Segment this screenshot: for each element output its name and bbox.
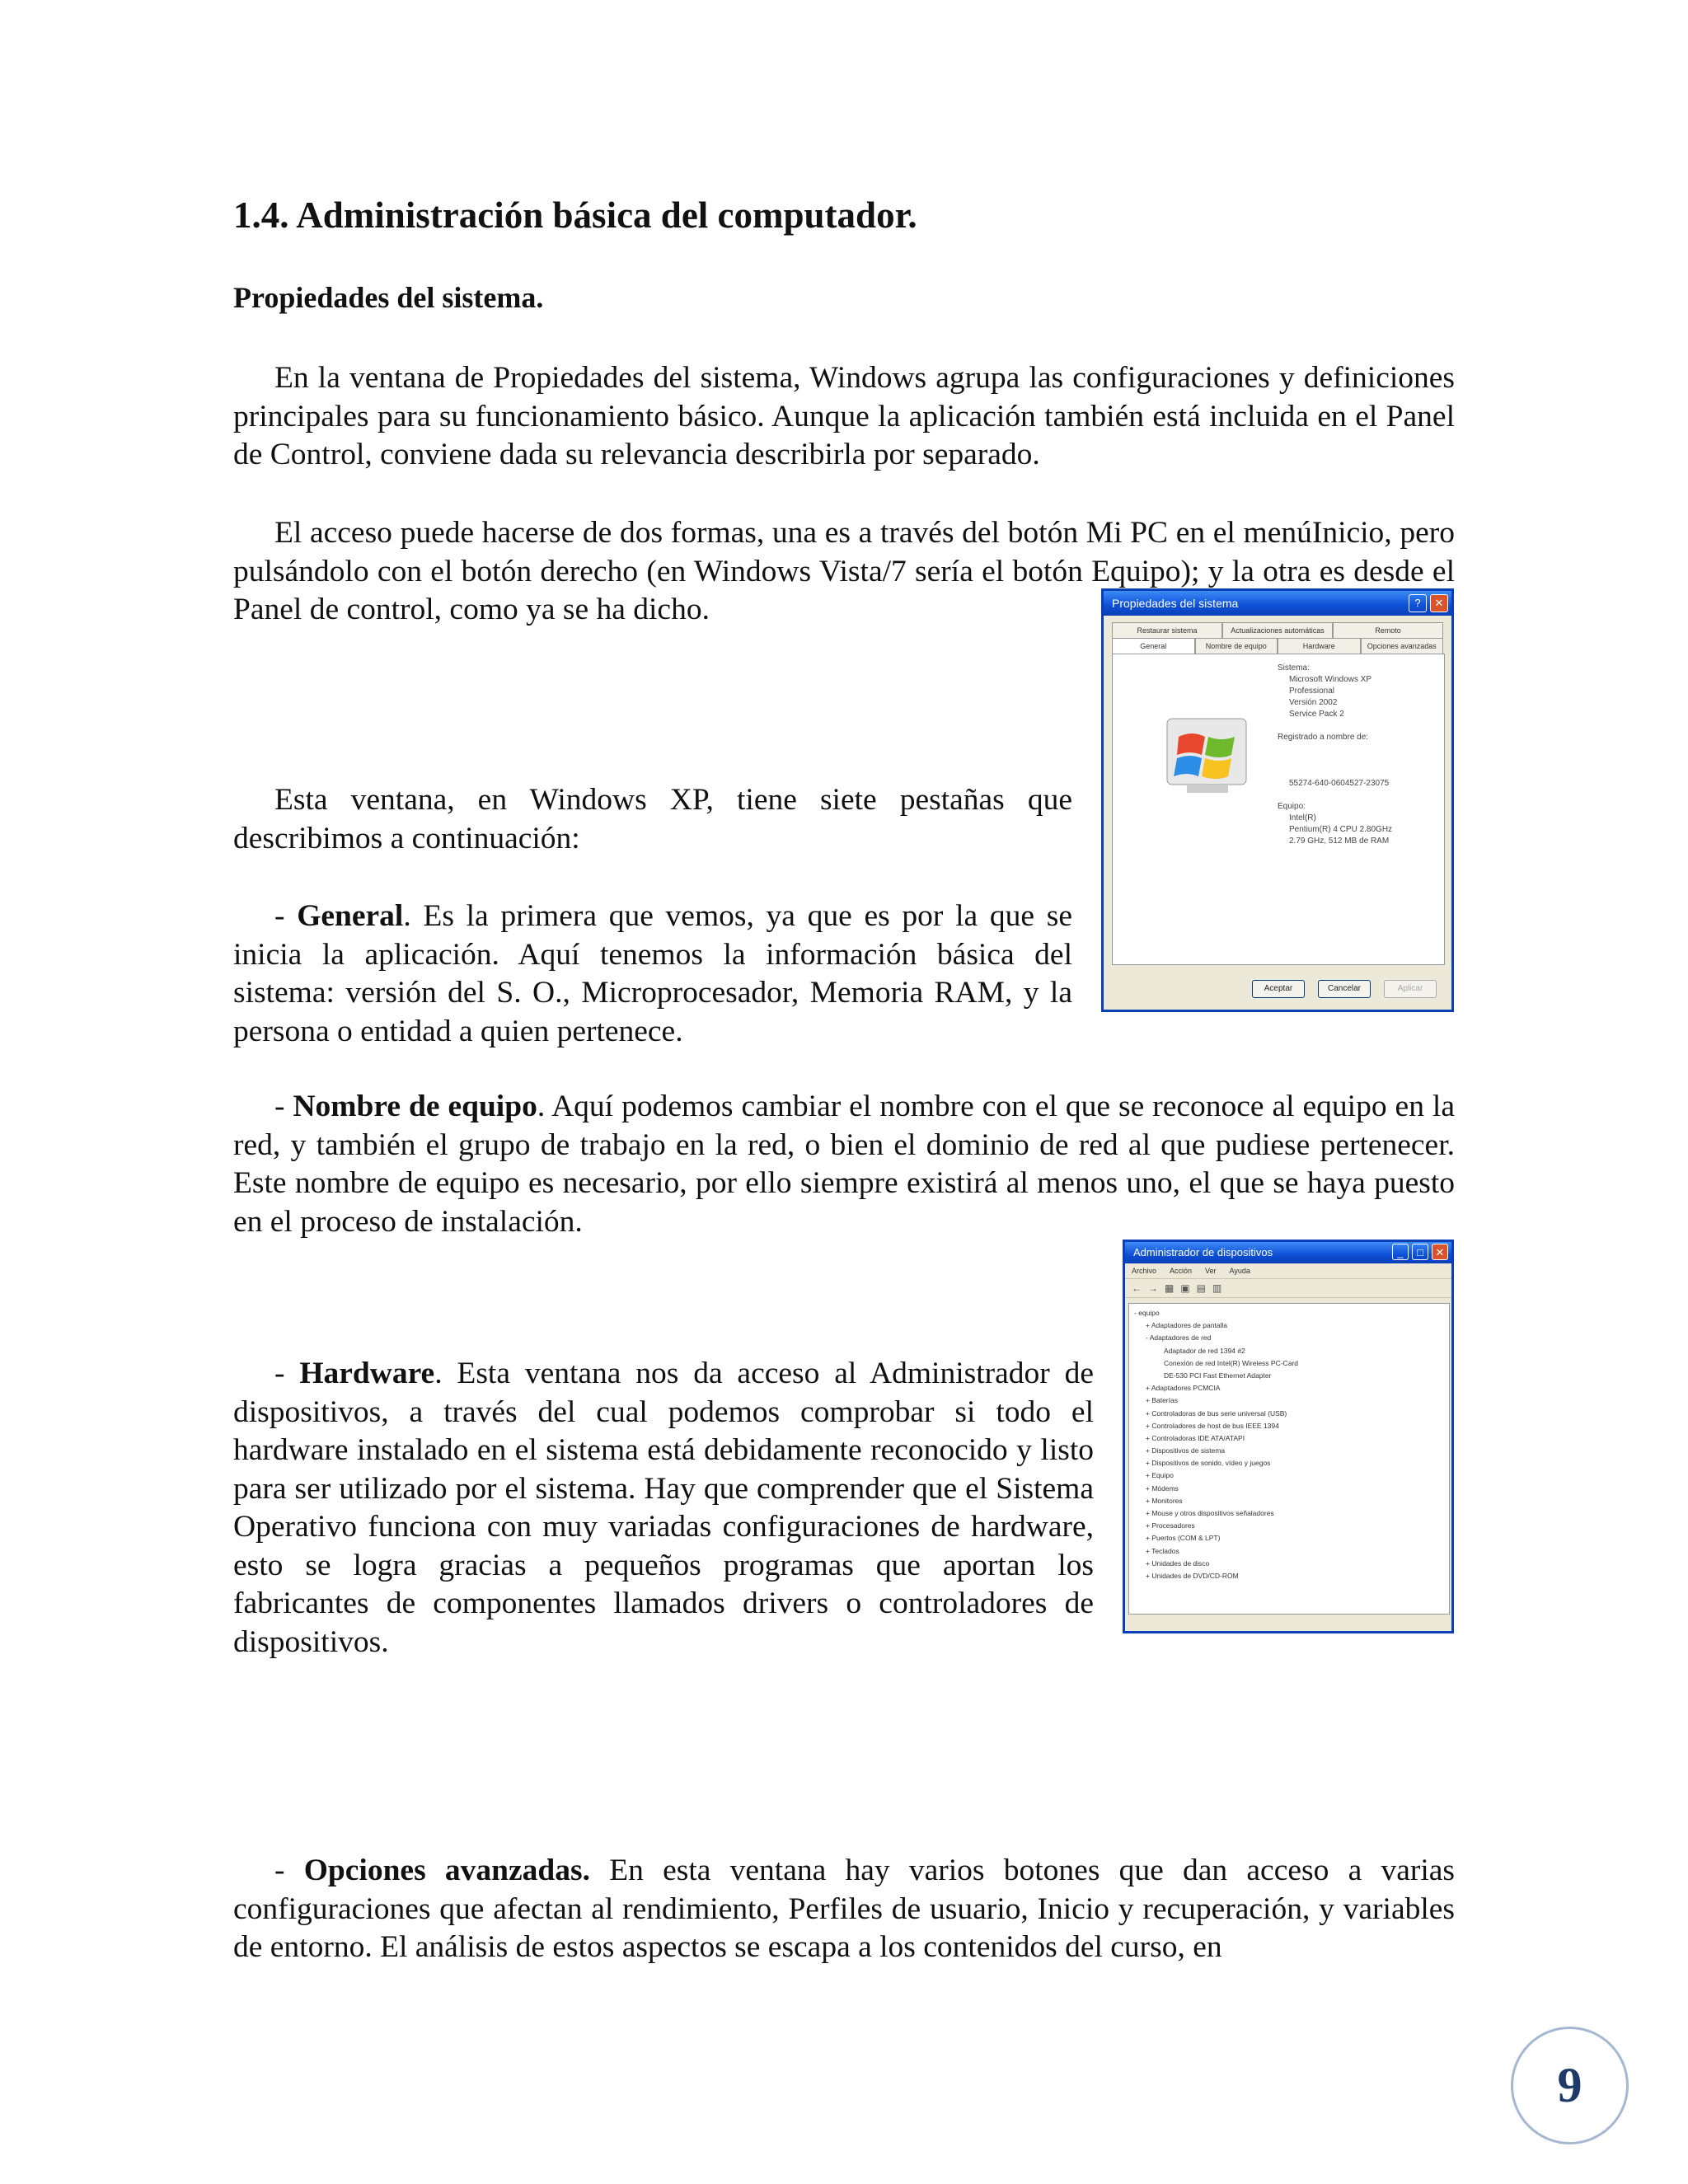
tree-node: + Controladoras IDE ATA/ATAPI [1146, 1433, 1245, 1442]
tab-remoto: Remoto [1333, 622, 1443, 638]
tree-node: - Adaptadores de red [1146, 1333, 1212, 1343]
system-info [1278, 663, 1392, 847]
info-line: Microsoft Windows XP [1289, 675, 1372, 684]
tree-node: + Mouse y otros dispositivos señaladores [1146, 1509, 1274, 1517]
paragraph-intro-text: En la ventana de Propiedades del sistema, Windows agrupa las configuraciones y definiciones principales para su funcionamiento básico. Aunque la aplicación también está incluida en el Panel de Control, conviene dada su relevancia describirla por separado. [233, 361, 1455, 471]
close-icon: ✕ [1430, 594, 1448, 612]
minimize-icon: _ [1392, 1244, 1409, 1260]
section-heading: 1.4. Administración básica del computador. [233, 194, 917, 236]
general-tab-panel [1112, 654, 1445, 965]
system-properties-screenshot [1101, 588, 1454, 1012]
aceptar-button: Aceptar [1252, 980, 1305, 998]
help-icon: ? [1409, 594, 1427, 612]
hardware-description: . Esta ventana nos da acceso al Administrador de dispositivos, a través del cual podemos comprobar si todo el hardware instalado en el sistema está debidamente reconocido y listo para ser utilizado por el sistema. Hay que comprender que el Sistema Operativo funciona con muy variadas configuraciones de hardware, esto se logra gracias a pequeños programas que aportan los fabricantes de componentes llamados drivers o controladores de dispositivos. [233, 1357, 1094, 1659]
opciones-description: En esta ventana hay varios botones que dan acceso a varias configuraciones que afectan al rendimiento, Perfiles de usuario, Inicio y recuperación, y variables de entorno. El análisis de estos aspectos se escapa a los contenidos del curso, en [233, 1854, 1455, 1964]
tab-general: General [1112, 638, 1195, 654]
tree-node: Adaptador de red 1394 #2 [1164, 1346, 1245, 1355]
window-title: Propiedades del sistema [1112, 597, 1239, 610]
paragraph-nombre [233, 1088, 1455, 1241]
tree-node: + Controladores de host de bus IEEE 1394 [1146, 1421, 1279, 1430]
tree-node: + Monitores [1146, 1496, 1183, 1505]
tree-node: + Teclados [1146, 1546, 1179, 1555]
maximize-icon: □ [1412, 1244, 1428, 1260]
paragraph-opciones [233, 1852, 1455, 1967]
term-general: General [297, 899, 404, 933]
info-line: Pentium(R) 4 CPU 2.80GHz [1289, 825, 1393, 834]
info-line: Versión 2002 [1289, 698, 1338, 707]
info-line: Intel(R) [1289, 813, 1316, 823]
tree-node: + Procesadores [1146, 1521, 1195, 1530]
tree-node: + Equipo [1146, 1471, 1174, 1480]
list-dash: - [274, 1090, 293, 1123]
tree-node: + Dispositivos de sonido, vídeo y juegos [1146, 1459, 1271, 1468]
paragraph-hardware [233, 1355, 1094, 1661]
list-dash: - [274, 1854, 304, 1887]
tree-node: DE-530 PCI Fast Ethernet Adapter [1164, 1371, 1272, 1380]
info-line: Professional [1289, 687, 1335, 696]
tree-node: + Unidades de DVD/CD-ROM [1146, 1571, 1239, 1580]
term-opciones-avanzadas: Opciones avanzadas. [303, 1854, 590, 1887]
device-manager-screenshot [1123, 1240, 1454, 1633]
tab-nombre-equipo: Nombre de equipo [1195, 638, 1278, 654]
toolbar [1125, 1278, 1451, 1298]
info-line: Equipo: [1278, 802, 1306, 811]
device-tree-panel [1128, 1303, 1450, 1615]
window-title: Administrador de dispositivos [1133, 1246, 1273, 1258]
window-titlebar [1125, 1242, 1451, 1263]
tab-opciones-avanzadas: Opciones avanzadas [1361, 638, 1444, 654]
tree-node: + Unidades de disco [1146, 1558, 1210, 1568]
tab-actualizaciones: Actualizaciones automáticas [1222, 622, 1333, 638]
tree-node: + Módems [1146, 1483, 1179, 1493]
tree-node: + Puertos (COM & LPT) [1146, 1534, 1221, 1543]
menu-archivo: Archivo [1132, 1267, 1157, 1275]
menu-accion: Acción [1170, 1267, 1193, 1275]
paragraph-tabs [233, 781, 1072, 858]
info-spacer [1278, 743, 1392, 778]
windows-logo-icon [1162, 712, 1253, 803]
tabs-row-1 [1112, 622, 1443, 638]
tree-node: Conexión de red Intel(R) Wireless PC-Card [1164, 1358, 1298, 1367]
nombre-description: . Aquí podemos cambiar el nombre con el que se reconoce al equipo en la red, y también el grupo de trabajo en la red, o bien el dominio de red al que pudiese pertenecer. Este nombre de equipo es necesario, por ello siempre existirá al menos uno, el que se haya puesto en el proceso de instalación. [233, 1090, 1455, 1239]
menu-ver: Ver [1205, 1267, 1217, 1275]
paragraph-intro [233, 359, 1455, 475]
menu-ayuda: Ayuda [1229, 1267, 1250, 1275]
tree-node: + Baterías [1146, 1396, 1178, 1405]
paragraph-tabs-text: Esta ventana, en Windows XP, tiene siete pestañas que describimos a continuación: [233, 783, 1072, 855]
info-spacer [1278, 720, 1392, 732]
info-line: Service Pack 2 [1289, 710, 1344, 719]
info-line: 2.79 GHz, 512 MB de RAM [1289, 837, 1390, 846]
paragraph-access-text: El acceso puede hacerse de dos formas, una es a través del botón Mi PC en el menúInicio, pero pulsándolo con el botón derecho (en Windows Vista/7 sería el botón Equipo); y la otra es desde el Panel de control, como ya se ha dicho. [233, 516, 1455, 626]
tab-restaurar-sistema: Restaurar sistema [1112, 622, 1222, 638]
list-dash: - [274, 899, 298, 933]
info-line: Registrado a nombre de: [1278, 733, 1369, 742]
term-hardware: Hardware [299, 1357, 435, 1390]
tree-node: + Controladoras de bus serie universal (USB) [1146, 1408, 1287, 1418]
close-icon: ✕ [1432, 1244, 1448, 1260]
term-nombre-equipo: Nombre de equipo [293, 1090, 537, 1123]
tabs-row-2 [1112, 638, 1443, 654]
info-line: Sistema: [1278, 663, 1310, 673]
device-tree [1129, 1307, 1449, 1582]
window-titlebar [1104, 591, 1451, 616]
toolbar-icons: ←→▦▣▤▥ [1132, 1282, 1229, 1294]
paragraph-general [233, 898, 1072, 1051]
menu-bar [1125, 1263, 1451, 1278]
tree-node: - equipo [1134, 1309, 1160, 1317]
info-line: 55274-640-0604527-23075 [1289, 779, 1390, 788]
general-description: . Es la primera que vemos, ya que es por la que se inicia la aplicación. Aquí tenemos la información básica del sistema: versión del S. O., Microprocesador, Memoria RAM, y la persona o entidad a quien pertenece. [233, 899, 1072, 1048]
page-number: 9 [1511, 2027, 1629, 2144]
cancelar-button: Cancelar [1318, 980, 1371, 998]
aplicar-button: Aplicar [1384, 980, 1437, 998]
info-spacer [1278, 790, 1392, 801]
tab-hardware: Hardware [1278, 638, 1361, 654]
subsection-heading: Propiedades del sistema. [233, 281, 544, 314]
tree-node: + Adaptadores PCMCIA [1146, 1384, 1221, 1393]
list-dash: - [274, 1357, 300, 1390]
tree-node: + Adaptadores de pantalla [1146, 1321, 1228, 1330]
tree-node: + Dispositivos de sistema [1146, 1446, 1226, 1455]
